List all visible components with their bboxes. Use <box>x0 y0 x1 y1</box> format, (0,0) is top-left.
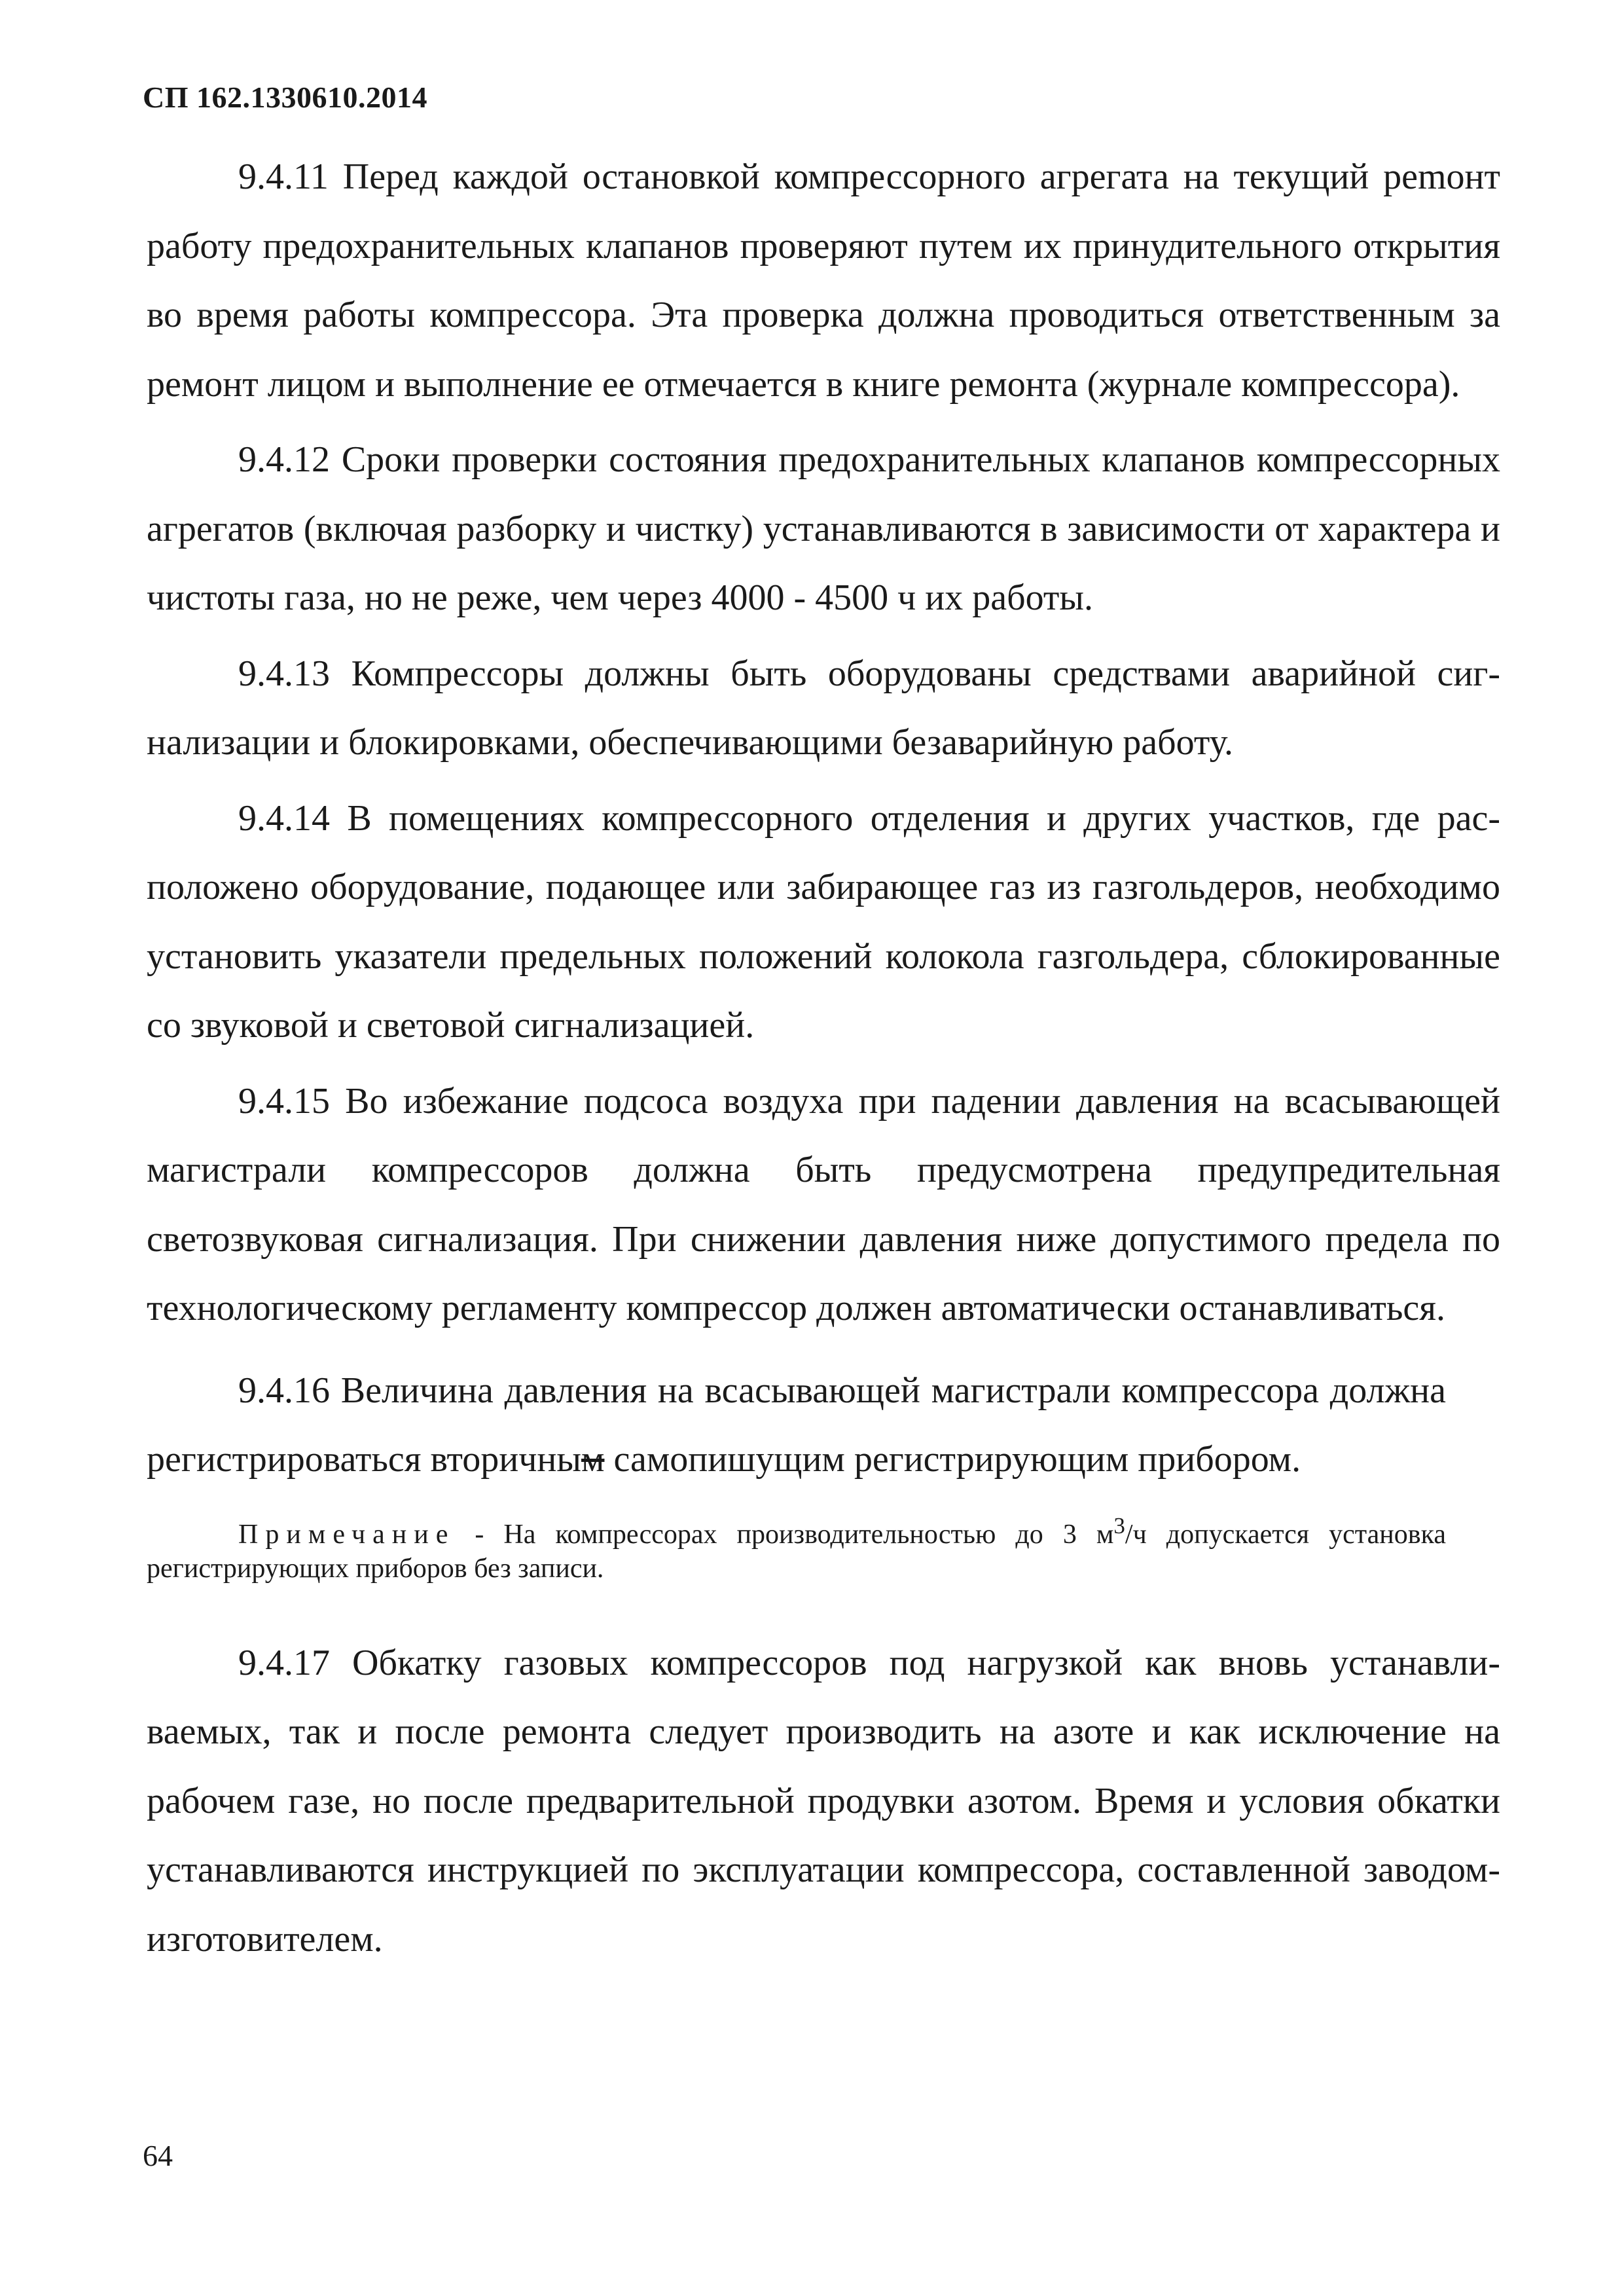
paragraph-9-4-16 <box>147 1357 1446 1495</box>
paragraph-9-4-17: 9.4.17 Обкатку газовых компрессоров под нагрузкой как вновь устанавливаемых, так и после ремонта следует производить на азоте и как исключение на рабочем газе, но после предварительной продувки азотом. Время и условия обкатки устанавливаются инструкцией по эксплуатации компрессора, составленной заводом-изготовителем. <box>147 1642 1500 1959</box>
document-code-header: СП 162.1330610.2014 <box>143 81 427 114</box>
strikethrough-correction: м <box>581 1439 605 1480</box>
page-number: 64 <box>143 2139 173 2172</box>
paragraph-9-4-16-end: самопишущим регистрирующим прибором. <box>604 1439 1301 1480</box>
paragraph-9-4-15: 9.4.15 Во избежание подсоса воздуха при падении давления на всасывающей магистрали компрессоров должна быть предусмотрена предупредительная светозвуковая сигнализация. При снижении давления ниже допустимого предела по технологическому регламенту компрессор должен автоматически останавливаться. <box>147 1080 1500 1328</box>
paragraph-9-4-11: 9.4.11 Перед каждой остановкой компрессорного агрегата на текущий реmонт работу предохранительных клапанов проверяют путем их принудительного открытия во время работы компрессора. Эта проверка должна проводиться ответственным за ремонт лицом и выполнение ее отмечается в книге ремонта (журнале компрессора). <box>147 156 1500 405</box>
note-label: Примечание <box>238 1519 456 1550</box>
paragraph-9-4-13: 9.4.13 Компрессоры должны быть оборудованы средствами аварийной сигнализации и блокировками, обеспечивающими безаварийную работу. <box>147 653 1500 763</box>
document-body <box>147 143 1500 1974</box>
note-block <box>147 1509 1446 1586</box>
paragraph-9-4-14: 9.4.14 В помещениях компрессорного отделения и других участков, где расположено оборудование, подающее или забирающее газ из газгольдеров, необходимо установить указатели предельных положений колокола газгольдера, сблокированные со звуковой и световой сигнализацией. <box>147 797 1500 1046</box>
paragraph-9-4-16-start: 9.4.16 Величина давления на всасывающей магистрали компрессора должна регистрироваться вторичны <box>147 1370 1446 1480</box>
note-unit-superscript: 3 <box>1113 1512 1125 1539</box>
note-text-before-unit: - На компрессорах производительностью до 3 м <box>455 1519 1114 1550</box>
note-text-after-unit: /ч допускается установка регистрирующих приборов без записи. <box>147 1519 1446 1584</box>
paragraph-9-4-12: 9.4.12 Сроки проверки состояния предохранительных клапанов компрессорных агрегатов (включая разборку и чистку) устанавливаются в зависимости от характера и чистоты газа, но не реже, чем через 4000 - 4500 ч их работы. <box>147 439 1500 618</box>
